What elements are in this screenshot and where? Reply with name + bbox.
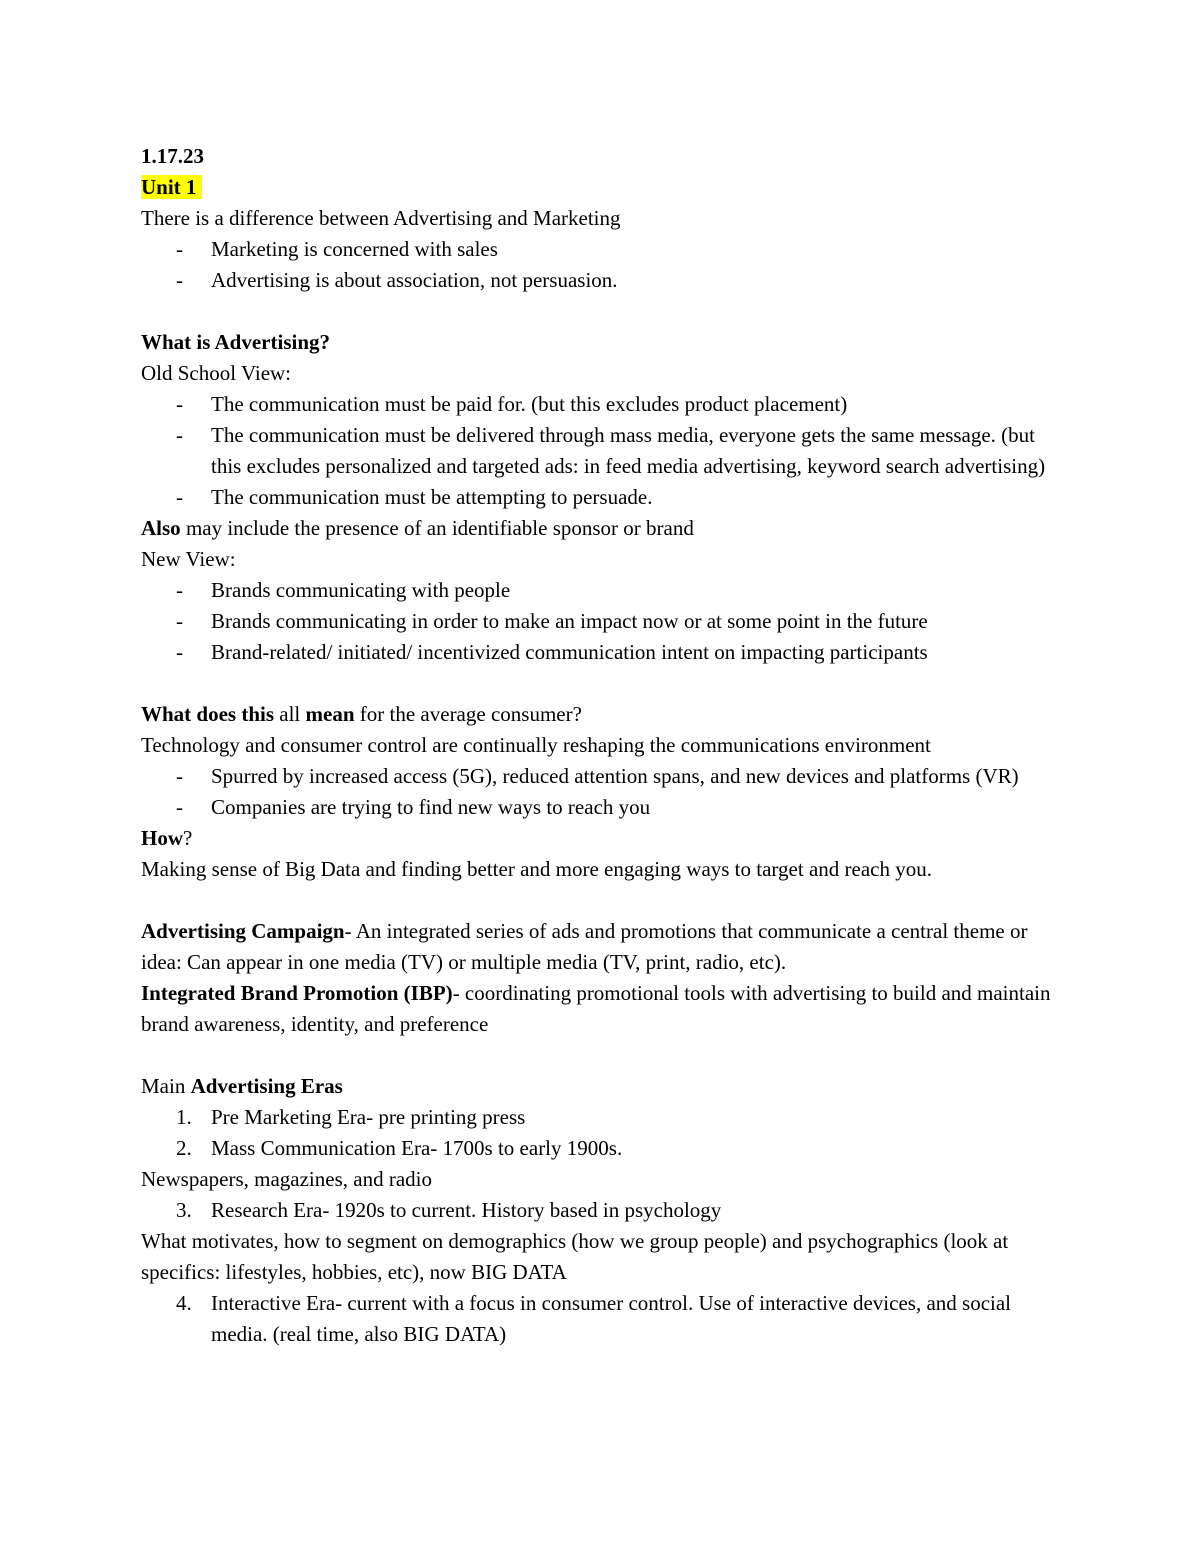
dash-marker: - [176, 640, 183, 664]
how-text: Making sense of Big Data and finding better and more engaging ways to target and reach you. [141, 857, 932, 881]
list-item: - Companies are trying to find new ways to reach you [141, 792, 1061, 823]
how-heading: How? [141, 826, 193, 850]
unit-highlight: Unit 1 [141, 175, 202, 199]
unit-heading [141, 172, 1061, 203]
dash-marker: - [176, 609, 183, 633]
date-heading: 1.17.23 [141, 144, 204, 168]
document-body [141, 141, 1061, 1350]
list-item: 3. Research Era- 1920s to current. History based in psychology [176, 1198, 722, 1222]
dash-marker: - [176, 423, 183, 447]
list-item: - The communication must be paid for. (but this excludes product placement) [141, 389, 1061, 420]
list-item: - The communication must be delivered through mass media, everyone gets the same message. (but this excludes personalized and targeted ads: in feed media advertising, keyword search advertising) [141, 420, 1061, 482]
eras-note-2: What motivates, how to segment on demographics (how we group people) and psychographics (look at specifics: lifestyles, hobbies, etc), now BIG DATA [141, 1229, 1009, 1284]
dash-marker: - [176, 795, 183, 819]
dash-marker: - [176, 764, 183, 788]
eras-note-1: Newspapers, magazines, and radio [141, 1167, 432, 1191]
list-item: - Brands communicating with people [141, 575, 1061, 606]
old-view-bullet-list [141, 389, 1061, 513]
also-text: Also may include the presence of an identifiable sponsor or brand [141, 516, 694, 540]
dash-marker: - [176, 268, 183, 292]
list-item: - The communication must be attempting to persuade. [141, 482, 1061, 513]
ibp-definition: Integrated Brand Promotion (IBP)- coordinating promotional tools with advertising to build and maintain brand awareness, identity, and preference [141, 981, 1051, 1036]
section-heading-what-is: What is Advertising? [141, 330, 331, 354]
new-view-bullet-list [141, 575, 1061, 668]
list-item: 1. Pre Marketing Era- pre printing press [176, 1105, 526, 1129]
meaning-bullet-list [141, 761, 1061, 823]
eras-heading: Main Advertising Eras [141, 1074, 343, 1098]
old-view-label: Old School View: [141, 361, 292, 385]
spacer [141, 668, 1061, 699]
eras-list-a [141, 1102, 1061, 1164]
intro-text: There is a difference between Advertising and Marketing [141, 206, 621, 230]
campaign-definition: Advertising Campaign- An integrated series of ads and promotions that communicate a central theme or idea: Can appear in one media (TV) or multiple media (TV, print, radio, etc). [141, 919, 1028, 974]
list-item: - Spurred by increased access (5G), reduced attention spans, and new devices and platforms (VR) [141, 761, 1061, 792]
dash-marker: - [176, 237, 183, 261]
spacer [141, 885, 1061, 916]
spacer [141, 1040, 1061, 1071]
list-item: - Brands communicating in order to make an impact now or at some point in the future [141, 606, 1061, 637]
list-item: - Brand-related/ initiated/ incentivized communication intent on impacting participants [141, 637, 1061, 668]
eras-list-b [141, 1195, 1061, 1226]
meaning-text: Technology and consumer control are continually reshaping the communications environment [141, 733, 931, 757]
dash-marker: - [176, 392, 183, 416]
new-view-label: New View: [141, 547, 236, 571]
list-item: - Marketing is concerned with sales [141, 234, 1061, 265]
dash-marker: - [176, 578, 183, 602]
spacer [141, 296, 1061, 327]
intro-bullet-list [141, 234, 1061, 296]
list-item: - Advertising is about association, not persuasion. [141, 265, 1061, 296]
section-heading-meaning: What does this all mean for the average consumer? [141, 702, 582, 726]
eras-list-c [141, 1288, 1061, 1350]
dash-marker: - [176, 485, 183, 509]
list-item: 2. Mass Communication Era- 1700s to early 1900s. [176, 1136, 623, 1160]
list-item: 4. Interactive Era- current with a focus in consumer control. Use of interactive devices, and social media. (real time, also BIG DATA) [176, 1291, 1012, 1346]
